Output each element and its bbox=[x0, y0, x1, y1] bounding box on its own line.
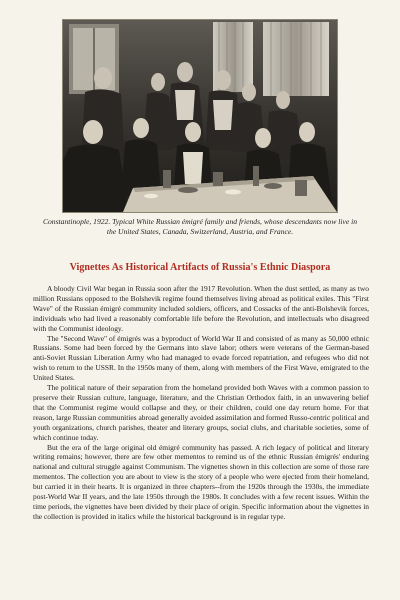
photo-caption bbox=[16, 217, 384, 237]
paragraph-2: The "Second Wave" of émigrés was a byproduct of World War II and consisted of as many as 50,000 ethnic Russians. Some had been forced by the Germans into slave labor; others were veterans of the German-based anti-Soviet Russian Liberation Army who had managed to evade forced repatriation, and refugees who did not wish to return to the USSR. In the 1950s many of them, along with members of the First Wave, emigrated to the United States. bbox=[33, 333, 369, 383]
paragraph-1: A bloody Civil War began in Russia soon after the 1917 Revolution. When the dust settled, as many as two million Russians opposed to the Bolshevik regime found themselves living abroad as political exiles. This "First Wave" of the Russian émigré community included soldiers, officers, and Cossacks of the anti-Bolshevik forces, individuals who had lived a reasonably comfortable life before the Revolution, and intellectuals who disagreed with the Communist ideology. bbox=[33, 284, 369, 333]
caption-line-2: the United States, Canada, Switzerland, Austria, and France. bbox=[106, 227, 294, 236]
caption-line-1: Constantinople, 1922. Typical White Russian émigré family and friends, whose descendants now live in bbox=[42, 217, 358, 226]
paragraph-4: But the era of the large original old émigré community has passed. A rich legacy of political and literary writing remains; however, there are few other mementos to remind us of the ethnic Russian émigrés' enduring national and cultural struggle against Communism. The vignettes shown in this collection are some of those rare mementos. The collection you are about to view is the story of a people who were ejected from their homeland, but carried it in their hearts. It is organized in three chapters--from the 1920s through the 1930s, the immediate post-World War II years, and the late 1950s through the 1980s. It concludes with a few recent issues. Within the time periods, the vignettes have been divided by their place of origin. Specific information about the vignettes in the collection is provided in italics while the historical background is in regular type. bbox=[33, 442, 369, 521]
paragraph-3: The political nature of their separation from the homeland provided both Waves with a common passion to preserve their Russian culture, language, literature, and the Christian Orthodox faith, in an unwavering belief that the Communist regime would collapse and they, or their children, could one day return home. For that reason, large Russian communities abroad generally avoided assimilation and formed Russo-centric political and youth organizations, church parishes, theater and literary groups, social clubs, and charitable societies, some of which continue today. bbox=[33, 383, 369, 442]
photo-illustration bbox=[63, 20, 337, 212]
section-heading: Vignettes As Historical Artifacts of Russia's Ethnic Diaspora bbox=[69, 262, 331, 273]
group-photo-image bbox=[63, 20, 337, 212]
body-text bbox=[33, 284, 369, 522]
